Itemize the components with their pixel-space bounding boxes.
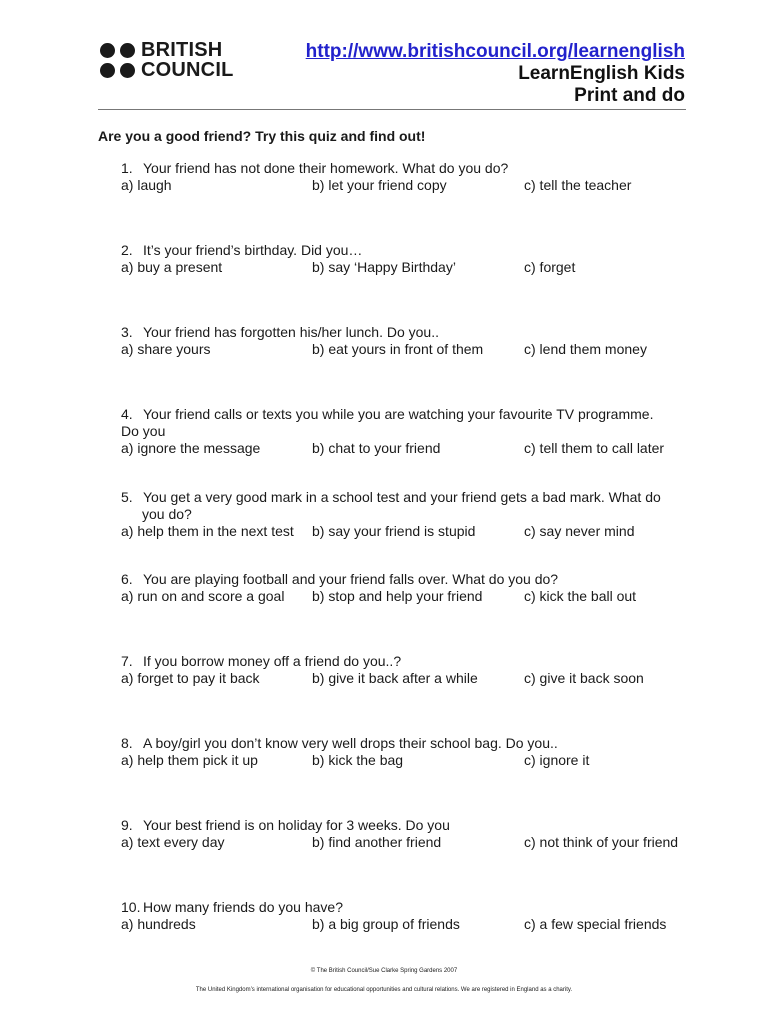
- question-text-line: [121, 160, 721, 177]
- answer-option-c: c) a few special friends: [524, 916, 667, 932]
- question-text-continued: you do?: [142, 506, 192, 522]
- question-text-line: [121, 406, 721, 423]
- answer-option-c: c) not think of your friend: [524, 834, 679, 850]
- question-number: 4.: [121, 406, 133, 422]
- question-item: [121, 899, 721, 933]
- question-item: [121, 817, 721, 851]
- question-item: [121, 406, 721, 457]
- answer-option-b: b) kick the bag: [312, 752, 404, 768]
- question-text: You are playing football and your friend falls over. What do you do?: [143, 571, 559, 587]
- question-text-line: [121, 324, 721, 341]
- answer-option-c: c) ignore it: [524, 752, 590, 768]
- question-number: 1.: [121, 160, 133, 176]
- question-text-line: [121, 817, 721, 834]
- header-subtitle: LearnEnglish Kids: [518, 63, 685, 84]
- question-number: 6.: [121, 571, 133, 587]
- answer-option-c: c) say never mind: [524, 523, 635, 539]
- question-list: [121, 160, 721, 933]
- answer-options: [121, 752, 721, 769]
- question-text: Your friend has forgotten his/her lunch. Do you..: [143, 324, 439, 340]
- question-item: [121, 489, 721, 540]
- answer-option-b: b) say your friend is stupid: [312, 523, 476, 539]
- answer-option-b: b) give it back after a while: [312, 670, 478, 686]
- answer-option-b: b) a big group of friends: [312, 916, 460, 932]
- header-section: Print and do: [574, 85, 685, 106]
- answer-option-c: c) tell them to call later: [524, 440, 665, 456]
- answer-option-b: b) say ‘Happy Birthday’: [312, 259, 456, 275]
- question-number: 5.: [121, 489, 133, 505]
- answer-option-c: c) forget: [524, 259, 576, 275]
- answer-option-a: a) text every day: [121, 834, 225, 850]
- question-text: If you borrow money off a friend do you..?: [143, 653, 402, 669]
- question-item: [121, 160, 721, 194]
- answer-option-b: b) find another friend: [312, 834, 442, 850]
- answer-option-a: a) hundreds: [121, 916, 196, 932]
- answer-option-a: a) ignore the message: [121, 440, 261, 456]
- footer-note: The United Kingdom’s international organisation for educational opportunities and cultural relations. We are registered in England as a charity.: [195, 987, 573, 993]
- logo-dots-icon: [100, 43, 135, 78]
- answer-option-a: a) share yours: [121, 341, 211, 357]
- question-text: Your best friend is on holiday for 3 weeks. Do you: [143, 817, 450, 833]
- footer-copyright: © The British Council/Sue Clarke Spring Gardens 2007: [310, 968, 458, 974]
- question-number: 10.: [121, 899, 141, 915]
- question-number: 3.: [121, 324, 133, 340]
- question-text: It’s your friend’s birthday. Did you…: [143, 242, 363, 258]
- answer-options: [121, 177, 721, 194]
- question-text-line: [121, 242, 721, 259]
- answer-options: [121, 670, 721, 687]
- learnenglish-link[interactable]: http://www.britishcouncil.org/learnenglish: [305, 41, 685, 62]
- answer-option-a: a) help them pick it up: [121, 752, 258, 768]
- logo-line-1: BRITISH: [141, 39, 223, 61]
- answer-option-b: b) let your friend copy: [312, 177, 447, 193]
- header-divider: [98, 109, 686, 110]
- answer-options: [121, 916, 721, 933]
- british-council-logo: [100, 40, 234, 80]
- answer-option-b: b) eat yours in front of them: [312, 341, 484, 357]
- question-number: 7.: [121, 653, 133, 669]
- answer-option-a: a) forget to pay it back: [121, 670, 260, 686]
- answer-option-c: c) tell the teacher: [524, 177, 632, 193]
- question-text-line: [121, 899, 721, 916]
- question-text: How many friends do you have?: [143, 899, 343, 915]
- answer-option-a: a) run on and score a goal: [121, 588, 285, 604]
- answer-option-b: b) stop and help your friend: [312, 588, 483, 604]
- question-item: [121, 242, 721, 276]
- logo-line-2: COUNCIL: [141, 59, 234, 81]
- answer-options: [121, 259, 721, 276]
- question-number: 8.: [121, 735, 133, 751]
- question-text-continued: Do you: [121, 423, 166, 439]
- answer-option-b: b) chat to your friend: [312, 440, 441, 456]
- answer-option-a: a) buy a present: [121, 259, 223, 275]
- question-text: You get a very good mark in a school test and your friend gets a bad mark. What do: [143, 489, 661, 505]
- question-text: Your friend calls or texts you while you are watching your favourite TV programme.: [143, 406, 654, 422]
- answer-options: [121, 588, 721, 605]
- answer-option-c: c) kick the ball out: [524, 588, 637, 604]
- question-item: [121, 735, 721, 769]
- question-text-line: [121, 653, 721, 670]
- answer-options: [121, 341, 721, 358]
- answer-option-c: c) give it back soon: [524, 670, 644, 686]
- question-text-line: [121, 571, 721, 588]
- question-text-line: [121, 735, 721, 752]
- question-text: A boy/girl you don’t know very well drops their school bag. Do you..: [143, 735, 558, 751]
- answer-options: [121, 440, 721, 457]
- question-text-line: [121, 489, 721, 506]
- answer-option-c: c) lend them money: [524, 341, 647, 357]
- quiz-intro: Are you a good friend? Try this quiz and find out!: [98, 128, 426, 144]
- question-item: [121, 324, 721, 358]
- question-item: [121, 653, 721, 687]
- header-right: [306, 40, 685, 107]
- question-item: [121, 571, 721, 605]
- question-number: 9.: [121, 817, 133, 833]
- answer-option-a: a) laugh: [121, 177, 172, 193]
- question-text: Your friend has not done their homework. What do you do?: [143, 160, 509, 176]
- answer-options: [121, 523, 721, 540]
- answer-option-a: a) help them in the next test: [121, 523, 294, 539]
- question-number: 2.: [121, 242, 133, 258]
- answer-options: [121, 834, 721, 851]
